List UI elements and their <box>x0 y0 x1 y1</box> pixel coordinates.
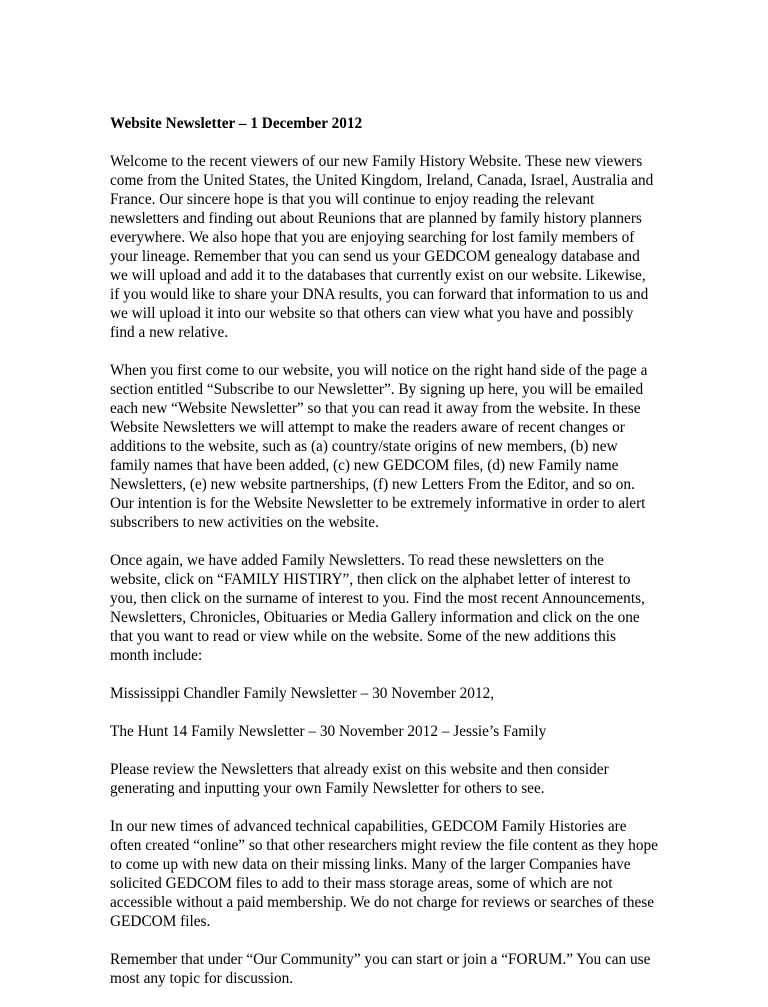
paragraph-line: find a new relative. <box>110 324 229 341</box>
paragraph-line: generating and inputting your own Family Newsletter for others to see. <box>110 780 545 797</box>
paragraph-line: you, then click on the surname of interest to you. Find the most recent Announcements, <box>110 590 645 607</box>
paragraph <box>110 817 670 931</box>
paragraph-line: Please review the Newsletters that already exist on this website and then consider <box>110 761 609 778</box>
paragraph-line: family names that have been added, (c) new GEDCOM files, (d) new Family name <box>110 457 619 474</box>
paragraph <box>110 361 670 532</box>
paragraph-line: Newsletters, Chronicles, Obituaries or Media Gallery information and click on the one <box>110 609 640 626</box>
paragraph-line: additions to the website, such as (a) country/state origins of new members, (b) new <box>110 438 618 455</box>
paragraph-line: your lineage. Remember that you can send us your GEDCOM genealogy database and <box>110 248 640 265</box>
paragraph-line: website, click on “FAMILY HISTIRY”, then click on the alphabet letter of interest to <box>110 571 631 588</box>
paragraph <box>110 684 670 703</box>
paragraph-line: month include: <box>110 647 203 664</box>
paragraph-line: France. Our sincere hope is that you will continue to enjoy reading the relevant <box>110 191 595 208</box>
paragraph-line: most any topic for discussion. <box>110 970 294 987</box>
paragraph <box>110 551 670 665</box>
paragraph-line: we will upload and add it to the databases that currently exist on our website. Likewise, <box>110 267 646 284</box>
document-title: Website Newsletter – 1 December 2012 <box>110 115 363 132</box>
paragraph-line: Newsletters, (e) new website partnerships, (f) new Letters From the Editor, and so on. <box>110 476 635 493</box>
paragraph-line: subscribers to new activities on the website. <box>110 514 379 531</box>
paragraph-line: everywhere. We also hope that you are enjoying searching for lost family members of <box>110 229 635 246</box>
paragraph-line: solicited GEDCOM files to add to their mass storage areas, some of which are not <box>110 875 613 892</box>
paragraph-line: GEDCOM files. <box>110 913 211 930</box>
paragraph-line: Mississippi Chandler Family Newsletter – 30 November 2012, <box>110 685 495 702</box>
paragraph-line: When you first come to our website, you will notice on the right hand side of the page a <box>110 362 648 379</box>
paragraph-line: Welcome to the recent viewers of our new Family History Website. These new viewers <box>110 153 643 170</box>
paragraph-line: accessible without a paid membership. We do not charge for reviews or searches of these <box>110 894 655 911</box>
paragraph-line: Once again, we have added Family Newsletters. To read these newsletters on the <box>110 552 604 569</box>
paragraph-container <box>110 152 670 988</box>
paragraph-line: if you would like to share your DNA results, you can forward that information to us and <box>110 286 649 303</box>
paragraph <box>110 152 670 342</box>
paragraph-line: The Hunt 14 Family Newsletter – 30 November 2012 – Jessie’s Family <box>110 723 547 740</box>
paragraph-line: In our new times of advanced technical capabilities, GEDCOM Family Histories are <box>110 818 627 835</box>
paragraph-line: come from the United States, the United Kingdom, Ireland, Canada, Israel, Australia and <box>110 172 654 189</box>
paragraph-line: Remember that under “Our Community” you can start or join a “FORUM.” You can use <box>110 951 651 968</box>
paragraph-line: Our intention is for the Website Newsletter to be extremely informative in order to alert <box>110 495 646 512</box>
paragraph <box>110 950 670 988</box>
paragraph-line: that you want to read or view while on the website. Some of the new additions this <box>110 628 616 645</box>
paragraph-line: Website Newsletters we will attempt to make the readers aware of recent changes or <box>110 419 625 436</box>
paragraph-line: to come up with new data on their missing links. Many of the larger Companies have <box>110 856 631 873</box>
paragraph-line: section entitled “Subscribe to our Newsletter”. By signing up here, you will be emailed <box>110 381 644 398</box>
paragraph <box>110 760 670 798</box>
paragraph-line: often created “online” so that other researchers might review the file content as they hope <box>110 837 658 854</box>
paragraph <box>110 722 670 741</box>
document-body <box>110 114 670 1007</box>
paragraph-line: each new “Website Newsletter” so that you can read it away from the website. In these <box>110 400 641 417</box>
paragraph-line: newsletters and finding out about Reunions that are planned by family history planners <box>110 210 642 227</box>
paragraph-line: we will upload it into our website so that others can view what you have and possibly <box>110 305 634 322</box>
